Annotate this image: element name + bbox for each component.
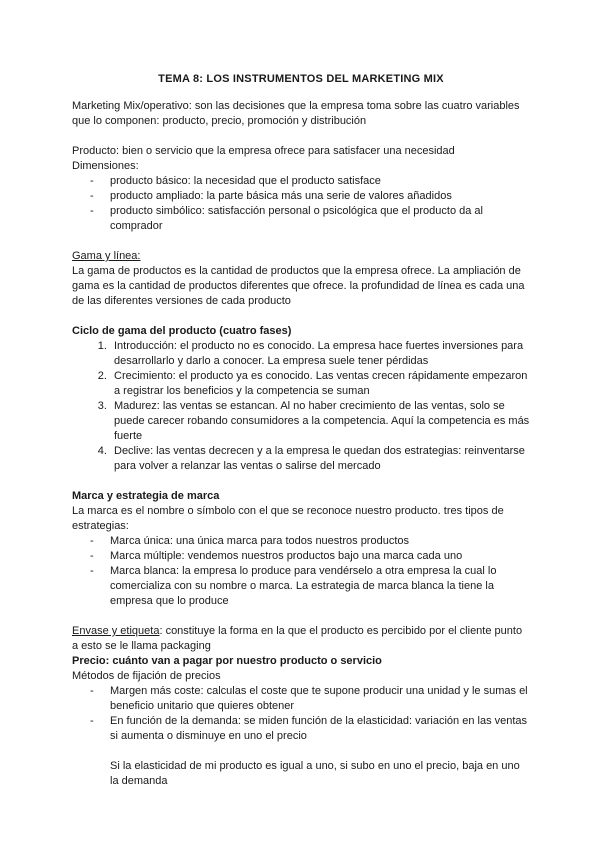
list-item: - producto ampliado: la parte básica más una serie de valores añadidos [90, 189, 530, 204]
list-item: 3. Madurez: las ventas se estancan. Al no haber crecimiento de las ventas, solo se puede carecer robando consumidores a la competencia. Aquí la competencia es más fuerte [110, 399, 530, 444]
envase-text: : constituye la forma en la que el producto es percibido por el cliente punto a esto se le llama packaging [72, 625, 523, 652]
marca-heading: Marca y estrategia de marca [72, 490, 220, 502]
ciclo-heading: Ciclo de gama del producto (cuatro fases) [72, 325, 292, 337]
dimensiones-list [72, 174, 530, 234]
list-item: - Marca única: una única marca para todos nuestros productos [90, 534, 530, 549]
list-item: - Marca blanca: la empresa lo produce para vendérselo a otra empresa la cual lo comercializa con su nombre o marca. La estrategia de marca blanca la tiene la empresa que lo produce [90, 564, 530, 609]
envase-paragraph [72, 624, 530, 654]
dimensiones-label: Dimensiones: [72, 160, 139, 172]
elasticidad-note: Si la elasticidad de mi producto es igual a uno, si subo en uno el precio, baja en uno la demanda [110, 760, 520, 787]
marca-paragraph: La marca es el nombre o símbolo con el que se reconoce nuestro producto. tres tipos de estrategias: [72, 505, 504, 532]
list-item: - Marca múltiple: vendemos nuestros productos bajo una marca cada uno [90, 549, 530, 564]
intro-paragraph: Marketing Mix/operativo: son las decisiones que la empresa toma sobre las cuatro variables que lo componen: producto, precio, promoción y distribución [72, 100, 520, 127]
producto-definition: Producto: bien o servicio que la empresa ofrece para satisfacer una necesidad [72, 145, 455, 157]
list-item: 1. Introducción: el producto no es conocido. La empresa hace fuertes inversiones para desarrollarlo y darlo a conocer. La empresa suele tener pérdidas [110, 339, 530, 369]
ciclo-list [72, 339, 530, 474]
marca-list [72, 534, 530, 609]
gama-paragraph: La gama de productos es la cantidad de productos que la empresa ofrece. La ampliación de gama es la cantidad de productos diferentes que ofrece. la profundidad de línea es cada una de las diferentes versiones de cada producto [72, 265, 525, 307]
list-item: 2. Crecimiento: el producto ya es conocido. Las ventas crecen rápidamente empezaron a registrar los beneficios y la competencia se suman [110, 369, 530, 399]
precio-list [72, 684, 530, 744]
list-item: - producto básico: la necesidad que el producto satisface [90, 174, 530, 189]
list-item: - producto simbólico: satisfacción personal o psicológica que el producto da al comprador [90, 204, 530, 234]
document-title: TEMA 8: LOS INSTRUMENTOS DEL MARKETING MIX [158, 73, 444, 85]
list-item: - En función de la demanda: se miden función de la elasticidad: variación en las ventas si aumenta o disminuye en uno el precio [90, 714, 530, 744]
envase-heading: Envase y etiqueta [72, 625, 160, 637]
gama-heading: Gama y línea: [72, 250, 141, 262]
list-item: 4. Declive: las ventas decrecen y a la empresa le quedan dos estrategias: reinventarse para volver a relanzar las ventas o salirse del mercado [110, 444, 530, 474]
metodos-label: Métodos de fijación de precios [72, 670, 221, 682]
precio-heading: Precio: cuánto van a pagar por nuestro producto o servicio [72, 655, 382, 667]
list-item: - Margen más coste: calculas el coste que te supone producir una unidad y le sumas el beneficio unitario que quieres obtener [90, 684, 530, 714]
